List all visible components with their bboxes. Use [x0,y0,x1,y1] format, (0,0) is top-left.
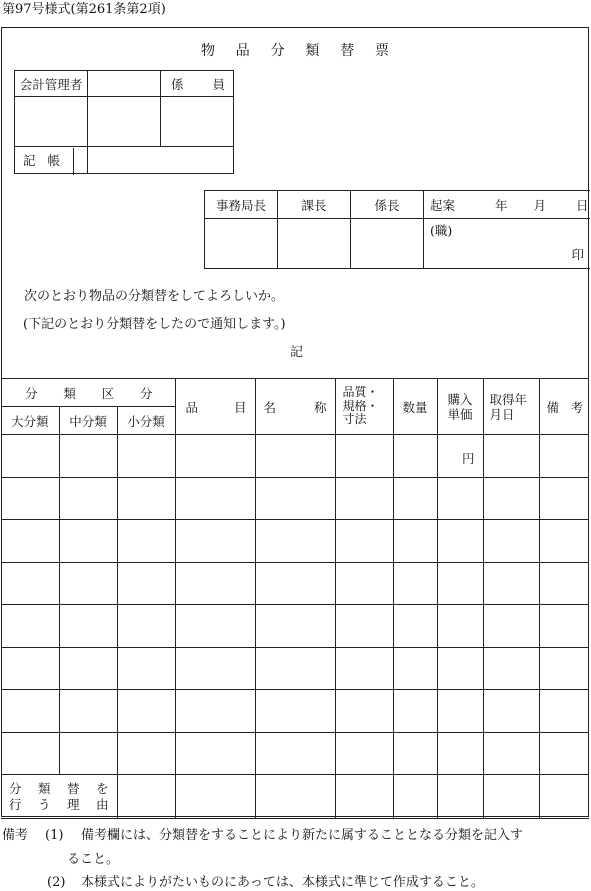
table-cell[interactable] [117,732,175,775]
reason-char: 分 [9,780,22,796]
table-cell[interactable] [117,477,175,520]
reason-cell[interactable] [539,775,589,819]
acquired-header [483,379,539,435]
notice-text: (下記のとおり分類替をしたので通知します。) [23,317,286,332]
price-line: 購入 [447,391,473,407]
table-cell[interactable] [393,477,437,520]
category-header [1,379,175,407]
acquired-line: 取得年 [489,391,528,407]
accountant-cell[interactable] [88,71,161,97]
table-cell[interactable] [59,435,117,478]
table-cell[interactable] [335,647,393,690]
price-line: 単価 [447,406,473,422]
approval-seal-cell[interactable] [278,219,351,269]
reason-char: 理 [66,796,80,812]
reason-row [1,775,589,819]
accounting-box [14,70,234,174]
category-char: 類 [63,385,76,401]
note-1-number: (1) [45,828,64,843]
table-cell[interactable] [117,605,175,648]
table-cell[interactable] [175,605,255,648]
ledger-cell[interactable] [88,147,234,174]
table-cell[interactable] [437,477,483,520]
reason-char: 類 [37,780,51,796]
reason-char: う [37,796,51,812]
table-cell[interactable] [539,690,589,733]
accountant-seal-cell[interactable] [15,97,88,147]
name-char: 名 [263,399,277,415]
table-row [1,562,589,605]
item-char: 目 [233,399,247,415]
table-cell[interactable] [393,732,437,775]
table-cell[interactable] [393,520,437,563]
reason-cell[interactable] [483,775,539,819]
table-cell[interactable] [1,647,59,690]
table-cell[interactable] [255,605,335,648]
ledger-char: 記 [23,153,36,168]
table-cell[interactable] [539,435,589,478]
yen-unit: 円 [461,451,475,466]
reason-char: を [95,780,109,796]
note-1-text: 備考欄には、分類替をすることにより新たに属することとなる分類を記入す [81,828,524,843]
major-category-header: 大分類 [1,407,59,435]
approval-seal-cell[interactable] [205,219,278,269]
table-cell[interactable] [483,690,539,733]
table-cell[interactable] [335,690,393,733]
table-cell[interactable] [117,647,175,690]
table-cell[interactable] [483,520,539,563]
table-cell[interactable] [175,690,255,733]
table-cell[interactable] [437,647,483,690]
reason-char: 行 [9,796,22,812]
note-1-continuation: ること。 [67,852,120,867]
table-cell[interactable] [539,562,589,605]
name-char: 称 [313,399,327,415]
reason-char: 替 [66,780,80,796]
category-char: 分 [139,385,153,401]
table-cell[interactable] [539,732,589,775]
table-cell[interactable] [539,477,589,520]
notes-label: 備考 [2,828,29,843]
table-cell[interactable] [255,477,335,520]
table-cell[interactable] [117,690,175,733]
note-2-number: (2) [47,875,66,890]
table-cell[interactable] [1,435,59,478]
name-header [255,379,335,435]
table-cell[interactable] [255,562,335,605]
table-row [1,435,589,478]
table-cell[interactable] [175,477,255,520]
table-cell[interactable] [59,605,117,648]
table-cell[interactable] [335,520,393,563]
form-title [201,40,389,60]
title-char: 分 [270,43,285,59]
staff-char: 係 [171,76,184,92]
ledger-divider [73,148,74,175]
table-cell[interactable] [437,562,483,605]
table-cell[interactable] [437,435,483,478]
reason-label [1,775,117,819]
table-cell[interactable] [59,477,117,520]
form-number: 第97号様式(第261条第2項) [2,2,166,17]
unit-price-header [437,379,483,435]
table-cell[interactable] [59,690,117,733]
table-cell[interactable] [255,647,335,690]
reason-cell[interactable] [335,775,393,819]
table-row [1,647,589,690]
table-cell[interactable] [437,690,483,733]
table-cell[interactable] [175,562,255,605]
ledger-char: 帳 [47,153,61,168]
table-cell[interactable] [255,690,335,733]
reason-cell[interactable] [175,775,255,819]
title-char: 類 [305,43,320,59]
table-cell[interactable] [335,605,393,648]
reason-cell[interactable] [117,775,175,819]
draft-label: 起案 [430,197,456,213]
quality-line: 品質・ [342,384,379,399]
date-month: 月 [533,197,547,213]
table-row [1,732,589,775]
table-cell[interactable] [1,520,59,563]
table-cell[interactable] [1,562,59,605]
staff-seal-cell[interactable] [161,97,234,147]
approval-box [204,190,590,269]
table-cell[interactable] [59,647,117,690]
quality-header [335,379,393,435]
approval-header: 係長 [351,191,424,219]
table-cell[interactable] [539,647,589,690]
table-cell[interactable] [483,562,539,605]
reclassification-table [1,378,589,819]
remarks-char: 備 [546,399,560,415]
table-cell[interactable] [483,732,539,775]
table-cell[interactable] [335,732,393,775]
table-cell[interactable] [335,435,393,478]
table-row [1,477,589,520]
category-char: 分 [25,385,38,401]
reason-cell[interactable] [393,775,437,819]
reason-cell[interactable] [437,775,483,819]
table-cell[interactable] [1,690,59,733]
title-char: 物 [201,43,215,59]
reason-cell[interactable] [255,775,335,819]
table-cell[interactable] [1,732,59,775]
approval-header: 課長 [278,191,351,219]
quality-line: 規格・ [342,398,379,413]
ledger-label [15,147,88,174]
staff-label [161,71,234,97]
table-cell[interactable] [175,647,255,690]
table-cell[interactable] [255,435,335,478]
ki-label: 記 [290,345,304,360]
title-char: 替 [340,43,355,59]
accountant-label: 会計管理者 [15,71,88,97]
note-2-text: 本様式によりがたいものにあっては、本様式に準じて作成すること。 [81,875,484,890]
table-cell[interactable] [175,732,255,775]
remarks-header [539,379,589,435]
quantity-header: 数量 [393,379,437,435]
table-cell[interactable] [539,520,589,563]
title-char: 品 [235,43,250,59]
table-cell[interactable] [335,477,393,520]
drafter-cell[interactable] [424,219,591,269]
title-position-label: (職) [430,223,453,238]
minor-category-header: 小分類 [117,407,175,435]
reason-char: 由 [95,796,109,812]
seal-label: 印 [571,247,584,262]
table-cell[interactable] [393,647,437,690]
table-cell[interactable] [539,605,589,648]
table-row [1,520,589,563]
table-cell[interactable] [393,435,437,478]
table-cell[interactable] [483,647,539,690]
staff-char: 員 [212,76,225,92]
item-char: 品 [185,399,199,415]
table-cell[interactable] [437,520,483,563]
table-cell[interactable] [483,435,539,478]
table-cell[interactable] [117,435,175,478]
table-cell[interactable] [483,477,539,520]
table-cell[interactable] [175,520,255,563]
table-cell[interactable] [59,520,117,563]
date-year: 年 [495,197,508,213]
middle-category-header: 中分類 [59,407,117,435]
table-cell[interactable] [335,562,393,605]
table-cell[interactable] [117,562,175,605]
table-row [1,605,589,648]
table-cell[interactable] [393,690,437,733]
table-cell[interactable] [483,605,539,648]
table-cell[interactable] [437,605,483,648]
table-cell[interactable] [255,732,335,775]
request-text: 次のとおり物品の分類替をしてよろしいか。 [24,289,285,304]
draft-date-header [424,191,591,219]
table-cell[interactable] [175,435,255,478]
table-cell[interactable] [255,520,335,563]
accountant-seal-cell[interactable] [88,97,161,147]
category-char: 区 [101,385,115,401]
table-cell[interactable] [437,732,483,775]
quality-line: 寸法 [342,412,367,427]
item-header [175,379,255,435]
table-cell[interactable] [393,562,437,605]
table-row [1,690,589,733]
table-cell[interactable] [1,477,59,520]
table-cell[interactable] [59,562,117,605]
date-day: 日 [576,197,589,213]
approval-header: 事務局長 [205,191,278,219]
approval-seal-cell[interactable] [351,219,424,269]
title-char: 票 [374,43,389,59]
table-cell[interactable] [393,605,437,648]
acquired-line: 月日 [489,406,515,422]
remarks-char: 考 [570,399,583,415]
table-cell[interactable] [59,732,117,775]
table-cell[interactable] [117,520,175,563]
table-cell[interactable] [1,605,59,648]
